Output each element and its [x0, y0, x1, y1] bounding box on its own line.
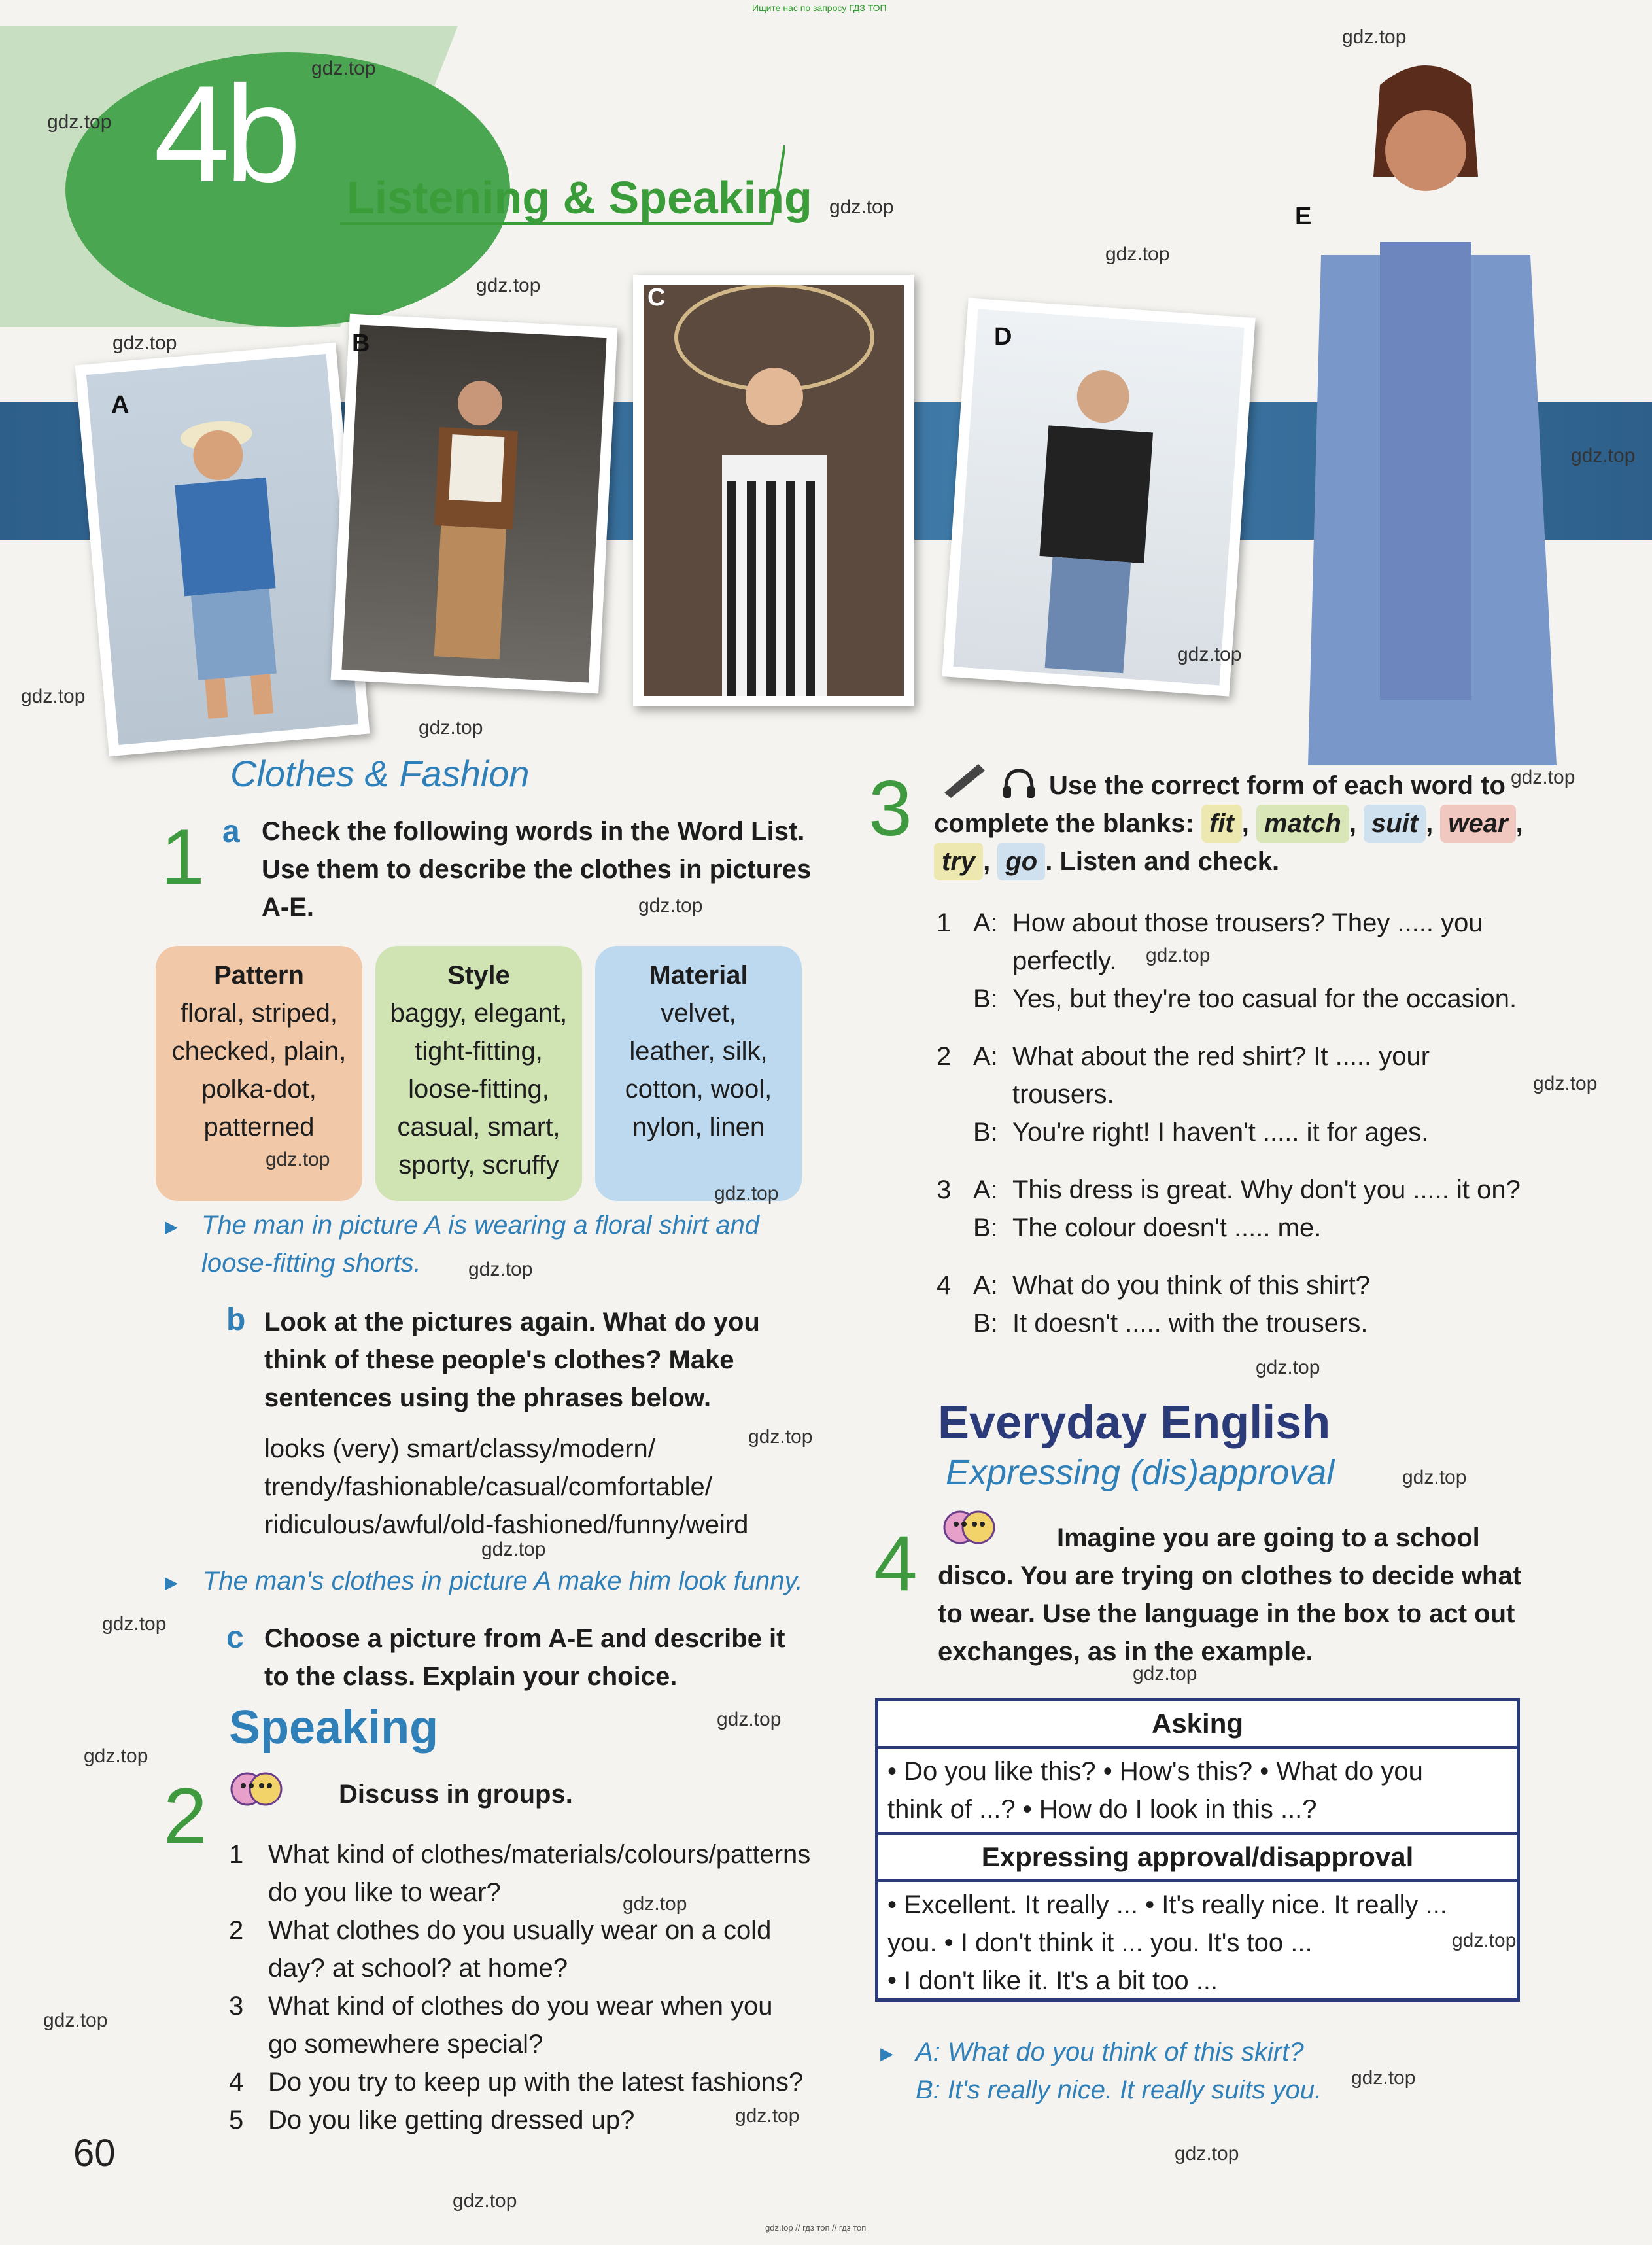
word-match: match	[1256, 805, 1349, 843]
watermark: gdz.top	[43, 2010, 108, 2031]
watermark: gdz.top	[84, 1745, 148, 1767]
dialogue-4-num: 4	[937, 1271, 952, 1300]
asking-row	[878, 1746, 1517, 1832]
card-material-title: Material	[649, 961, 748, 990]
ex4-line-3: to wear. Use the language in the box to act out	[938, 1599, 1515, 1628]
dialogue-4-b-label: B:	[973, 1309, 998, 1338]
speaking-number: 2	[163, 1772, 207, 1860]
picture-c-figure	[644, 285, 904, 696]
speaking-q1-line-2: do you like to wear?	[268, 1878, 501, 1907]
watermark: gdz.top	[1175, 2143, 1239, 2165]
ex1a-letter: a	[222, 814, 240, 849]
card-style	[375, 946, 582, 1201]
ex4-line-1: Imagine you are going to a school	[1057, 1523, 1480, 1552]
pair-work-icon	[943, 1505, 995, 1550]
ex4-line-2: disco. You are trying on clothes to decide what	[938, 1561, 1522, 1590]
speaking-q5-num: 5	[229, 2106, 244, 2134]
card-pattern-title: Pattern	[214, 961, 304, 990]
dialogue-2-a-label: A:	[973, 1042, 998, 1071]
dialogue-1-a-label: A:	[973, 909, 998, 937]
dialogue-2-num: 2	[937, 1042, 952, 1071]
ex1b-phrase-3: ridiculous/awful/old-fashioned/funny/weird	[264, 1510, 749, 1539]
watermark: gdz.top	[1402, 1467, 1467, 1488]
dialogue-3-a-line-1: This dress is great. Why don't you ..... it on?	[1012, 1175, 1521, 1204]
ex1a-example-line-1: The man in picture A is wearing a floral shirt and	[201, 1211, 759, 1240]
dialogue-2-a-line-2: trousers.	[1012, 1080, 1114, 1109]
ex3-instruction-2-text: complete the blanks:	[934, 809, 1194, 838]
card-style-line: casual, smart,	[397, 1113, 560, 1141]
watermark: gdz.top	[112, 332, 177, 354]
dialogue-4-a-label: A:	[973, 1271, 998, 1300]
picture-d-figure	[953, 309, 1244, 685]
ex3-instruction-3-text: . Listen and check.	[1045, 847, 1280, 876]
watermark: gdz.top	[1342, 26, 1407, 48]
phrase-box	[875, 1698, 1520, 2002]
watermark: gdz.top	[311, 58, 376, 79]
ex1-number: 1	[161, 813, 205, 901]
speaking-q4-num: 4	[229, 2068, 244, 2097]
ex3-instruction-2: complete the blanks: fit , match , suit , wear ,	[934, 805, 1523, 843]
dialogue-1-a-line-2: perfectly.	[1012, 947, 1117, 975]
ex1b-line-2: think of these people's clothes? Make	[264, 1346, 734, 1374]
speaking-q1-num: 1	[229, 1840, 244, 1869]
card-style-line: tight-fitting,	[415, 1037, 543, 1066]
speaking-q3-num: 3	[229, 1992, 244, 2021]
unit-title: Listening & Speaking	[347, 172, 812, 223]
ex3-instruction-1: Use the correct form of each word to	[1049, 771, 1506, 800]
speaking-instruction: Discuss in groups.	[339, 1780, 573, 1809]
card-material-line: cotton, wool,	[625, 1075, 772, 1104]
watermark: gdz.top	[735, 2105, 800, 2127]
ex4-number: 4	[874, 1520, 918, 1607]
approval-line: you. • I don't think it ... you. It's too ...	[887, 1928, 1313, 1957]
everyday-heading: Everyday English	[938, 1397, 1331, 1449]
approval-title: Expressing approval/disapproval	[878, 1832, 1517, 1879]
picture-a-label: A	[111, 391, 129, 419]
ex1a-line-1: Check the following words in the Word List.	[262, 817, 805, 846]
page-number: 60	[73, 2132, 116, 2174]
ex1a-example-arrow: ▶	[165, 1217, 178, 1236]
card-pattern	[156, 946, 362, 1201]
watermark: gdz.top	[1133, 1663, 1197, 1684]
dialogue-3-a-label: A:	[973, 1175, 998, 1204]
picture-b	[331, 314, 618, 694]
picture-e	[1282, 46, 1576, 765]
ex1b-line-1: Look at the pictures again. What do you	[264, 1308, 760, 1336]
card-style-line: baggy, elegant,	[390, 999, 568, 1028]
ex3-instruction-3: try , go . Listen and check.	[934, 843, 1279, 880]
ex1c-line-2: to the class. Explain your choice.	[264, 1662, 678, 1691]
card-pattern-line: polka-dot,	[201, 1075, 317, 1104]
card-style-line: loose-fitting,	[408, 1075, 549, 1104]
ex4-example-line-1: A: What do you think of this skirt?	[916, 2038, 1304, 2066]
dialogue-1-num: 1	[937, 909, 952, 937]
approval-row	[878, 1879, 1517, 2004]
word-try: try	[934, 843, 983, 880]
watermark: gdz.top	[748, 1426, 813, 1448]
dialogue-1-a-line-1: How about those trousers? They ..... you	[1012, 909, 1483, 937]
ex4-example-arrow: ▶	[880, 2044, 893, 2063]
watermark: gdz.top	[453, 2190, 517, 2212]
ex4-line-4: exchanges, as in the example.	[938, 1637, 1313, 1666]
dialogue-2-a-line-1: What about the red shirt? It ..... your	[1012, 1042, 1430, 1071]
watermark: gdz.top	[1351, 2067, 1416, 2089]
ex3-number: 3	[869, 765, 912, 852]
dialogue-3-b-line: The colour doesn't ..... me.	[1012, 1213, 1322, 1242]
ex1b-example-arrow: ▶	[165, 1573, 178, 1592]
watermark: gdz.top	[1105, 243, 1170, 265]
dialogue-2-b-label: B:	[973, 1118, 998, 1147]
card-style-title: Style	[447, 961, 510, 990]
picture-d-label: D	[994, 323, 1012, 351]
watermark: gdz.top	[476, 275, 541, 296]
everyday-subheading: Expressing (dis)approval	[946, 1453, 1335, 1492]
watermark: gdz.top	[714, 1183, 779, 1204]
watermark: gdz.top	[1177, 644, 1242, 665]
watermark: gdz.top	[829, 196, 894, 218]
watermark: gdz.top	[1452, 1930, 1517, 1951]
watermark: gdz.top	[638, 895, 703, 916]
watermark: gdz.top	[266, 1149, 330, 1170]
unit-number: 4b	[154, 57, 296, 211]
watermark: gdz.top	[481, 1539, 546, 1560]
picture-c	[633, 275, 914, 706]
picture-e-label: E	[1295, 203, 1312, 230]
card-pattern-line: checked, plain,	[171, 1037, 347, 1066]
word-fit: fit	[1201, 805, 1242, 843]
picture-d	[942, 298, 1255, 696]
dialogue-4-b-line: It doesn't ..... with the trousers.	[1012, 1309, 1368, 1338]
watermark: gdz.top	[1571, 445, 1636, 466]
watermark: gdz.top	[1533, 1073, 1598, 1094]
asking-line: think of ...? • How do I look in this ...?	[887, 1795, 1317, 1824]
speaking-q3-line-1: What kind of clothes do you wear when you	[268, 1992, 773, 2021]
dialogue-3-num: 3	[937, 1175, 952, 1204]
speaking-q2-num: 2	[229, 1916, 244, 1945]
speaking-q5-line-1: Do you like getting dressed up?	[268, 2106, 635, 2134]
ex1c-line-1: Choose a picture from A-E and describe it	[264, 1624, 785, 1653]
card-material	[595, 946, 802, 1201]
word-go: go	[997, 843, 1045, 880]
card-style-line: sporty, scruffy	[398, 1151, 559, 1179]
watermark: gdz.top	[419, 717, 483, 739]
approval-line: • I don't like it. It's a bit too ...	[887, 1966, 1218, 1995]
picture-b-figure	[341, 324, 606, 682]
watermark: gdz.top	[1511, 767, 1575, 788]
watermark: gdz.top	[1256, 1357, 1320, 1378]
card-pattern-line: floral, striped,	[180, 999, 338, 1028]
dialogue-1-b-label: B:	[973, 984, 998, 1013]
watermark: gdz.top	[468, 1259, 533, 1280]
ex1b-phrase-2: trendy/fashionable/casual/comfortable/	[264, 1472, 712, 1501]
ex1b-example: The man's clothes in picture A make him look funny.	[203, 1567, 803, 1595]
dialogue-3-b-label: B:	[973, 1213, 998, 1242]
approval-line: • Excellent. It really ... • It's really nice. It really ...	[887, 1890, 1447, 1919]
card-material-line: leather, silk,	[629, 1037, 768, 1066]
watermark: gdz.top	[623, 1893, 687, 1915]
picture-e-figure	[1282, 46, 1576, 765]
bottom-note: gdz.top // гдз топ // гдз топ	[765, 2223, 867, 2233]
ex4-example-line-2: B: It's really nice. It really suits you.	[916, 2076, 1322, 2104]
speaking-heading: Speaking	[229, 1701, 439, 1754]
speaking-q2-line-2: day? at school? at home?	[268, 1954, 568, 1983]
card-material-line: velvet,	[661, 999, 736, 1028]
picture-c-label: C	[647, 284, 666, 311]
word-suit: suit	[1364, 805, 1426, 843]
asking-line: • Do you like this? • How's this? • What do you	[887, 1757, 1423, 1786]
watermark: gdz.top	[1146, 945, 1211, 966]
speaking-q3-line-2: go somewhere special?	[268, 2030, 543, 2059]
speaking-q2-line-1: What clothes do you usually wear on a cold	[268, 1916, 772, 1945]
ex1c-letter: c	[226, 1620, 244, 1655]
ex1a-line-2: Use them to describe the clothes in pictures	[262, 855, 812, 884]
section-heading: Clothes & Fashion	[230, 753, 530, 794]
ex1a-example-line-2: loose-fitting shorts.	[201, 1249, 421, 1278]
word-wear: wear	[1440, 805, 1515, 843]
top-note: Ищите нас по запросу ГДЗ ТОП	[752, 3, 887, 13]
card-pattern-line: patterned	[203, 1113, 315, 1141]
dialogue-1-b-line: Yes, but they're too casual for the occasion.	[1012, 984, 1517, 1013]
headphones-icon	[1001, 767, 1037, 801]
watermark: gdz.top	[717, 1709, 782, 1730]
ex1b-letter: b	[226, 1302, 246, 1337]
ex1b-phrase-1: looks (very) smart/classy/modern/	[264, 1435, 655, 1463]
watermark: gdz.top	[21, 686, 86, 707]
pencil-icon	[939, 759, 991, 798]
speaking-q1-line-1: What kind of clothes/materials/colours/patterns	[268, 1840, 811, 1869]
pair-work-icon	[230, 1766, 283, 1812]
watermark: gdz.top	[47, 111, 112, 133]
watermark: gdz.top	[102, 1613, 167, 1635]
speaking-q4-line-1: Do you try to keep up with the latest fashions?	[268, 2068, 804, 2097]
card-material-line: nylon, linen	[632, 1113, 765, 1141]
dialogue-2-b-line: You're right! I haven't ..... it for ages.	[1012, 1118, 1429, 1147]
ex1a-line-3: A-E.	[262, 893, 314, 922]
picture-b-label: B	[352, 330, 370, 357]
asking-title: Asking	[1151, 1708, 1244, 1739]
dialogue-4-a-line-1: What do you think of this shirt?	[1012, 1271, 1370, 1300]
ex1b-line-3: sentences using the phrases below.	[264, 1384, 712, 1412]
